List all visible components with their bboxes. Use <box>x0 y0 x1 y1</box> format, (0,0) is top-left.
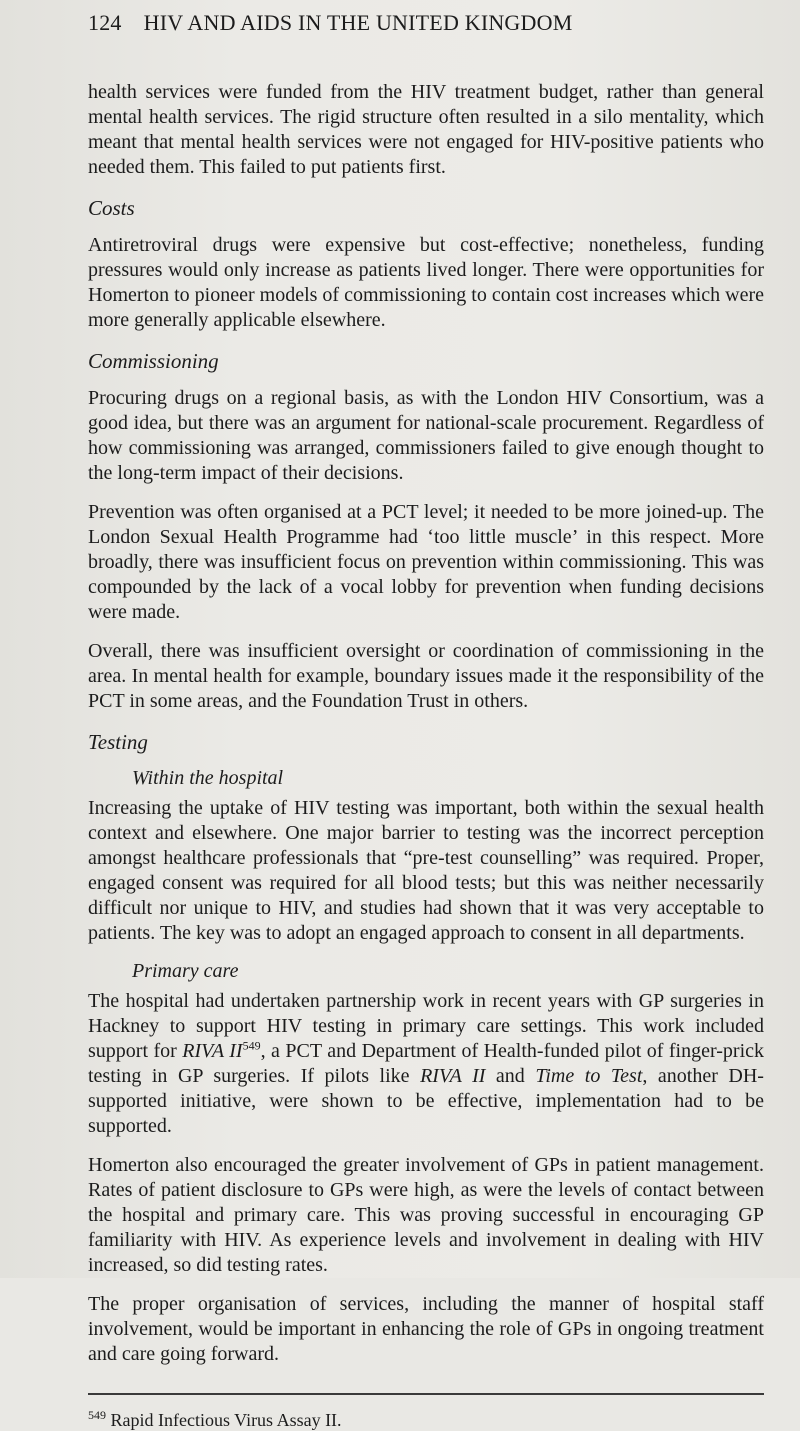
primary-care-paragraph-1 <box>88 989 764 1139</box>
subheading-within-hospital: Within the hospital <box>132 767 284 789</box>
text-run: , a PCT and Department of Health-funded pilot of finger-prick testing in GP surgeries. If pilots like <box>88 1040 764 1087</box>
commissioning-paragraph-3: Overall, there was insufficient oversight or coordination of commissioning in the area. In mental health for example, boundary issues made it the responsibility of the PCT in some areas, and the Foundation Trust in others. <box>88 640 764 712</box>
footnote <box>88 1409 764 1431</box>
costs-paragraph: Antiretroviral drugs were expensive but cost-effective; nonetheless, funding pressures would only increase as patients lived longer. There were opportunities for Homerton to pioneer models of commissioning to contain cost increases which were more generally applicable elsewhere. <box>88 234 764 331</box>
primary-care-paragraph-2: Homerton also encouraged the greater involvement of GPs in patient management. Rates of patient disclosure to GPs were high, as were the levels of contact between the hospital and primary care. This was proving successful in encouraging GP familiarity with HIV. As experience levels and involvement in dealing with HIV increased, so did testing rates. <box>88 1154 764 1276</box>
section-heading-costs: Costs <box>88 196 135 220</box>
footnote-reference: 549 <box>242 1038 261 1053</box>
commissioning-paragraph-1: Procuring drugs on a regional basis, as with the London HIV Consortium, was a good idea, but there was an argument for national-scale procurement. Regardless of how commissioning was arranged, commissioners failed to give enough thought to the long-term impact of their decisions. <box>88 387 764 484</box>
running-header <box>88 10 780 36</box>
footnote-divider <box>88 1393 764 1395</box>
page-number: 124 <box>88 10 122 35</box>
text-run: The hospital had undertaken partnership work in recent years with GP surgeries in Hackney to support HIV testing in primary care settings. This work included support for <box>88 990 764 1062</box>
section-heading-testing: Testing <box>88 730 148 754</box>
section-heading-commissioning: Commissioning <box>88 349 219 373</box>
footnote-number: 549 <box>88 1408 106 1422</box>
commissioning-paragraph-2: Prevention was often organised at a PCT level; it needed to be more joined-up. The London Sexual Health Programme had ‘too little muscle’ in this respect. More broadly, there was insufficient focus on prevention within commissioning. This was compounded by the lack of a vocal lobby for prevention when funding decisions were made. <box>88 501 764 623</box>
running-title: HIV AND AIDS IN THE UNITED KINGDOM <box>143 10 573 35</box>
subheading-primary-care: Primary care <box>132 960 239 982</box>
primary-care-paragraph-3: The proper organisation of services, including the manner of hospital staff involvement, would be important in enhancing the role of GPs in ongoing treatment and care going forward. <box>88 1293 764 1365</box>
body-text <box>88 80 764 1431</box>
intro-paragraph: health services were funded from the HIV treatment budget, rather than general mental health services. The rigid structure often resulted in a silo mentality, which meant that mental health services were not engaged for HIV-positive patients who needed them. This failed to put patients first. <box>88 81 764 178</box>
riva-ii-title: RIVA II <box>420 1065 486 1087</box>
footnote-text: Rapid Infectious Virus Assay II. <box>106 1410 342 1430</box>
riva-ii-title: RIVA II <box>182 1040 243 1062</box>
time-to-test-title: Time to Test <box>535 1065 643 1087</box>
hospital-testing-paragraph: Increasing the uptake of HIV testing was important, both within the sexual health context and elsewhere. One major barrier to testing was the incorrect perception amongst healthcare professionals that “pre-test counselling” was required. Proper, engaged consent was required for all blood tests; but this was neither necessarily difficult nor unique to HIV, and studies had shown that it was very acceptable to patients. The key was to adopt an engaged approach to consent in all departments. <box>88 797 764 944</box>
text-run: , another DH-supported initiative, were shown to be effective, implementation had to be supported. <box>88 1065 764 1137</box>
text-run: and <box>485 1065 536 1087</box>
